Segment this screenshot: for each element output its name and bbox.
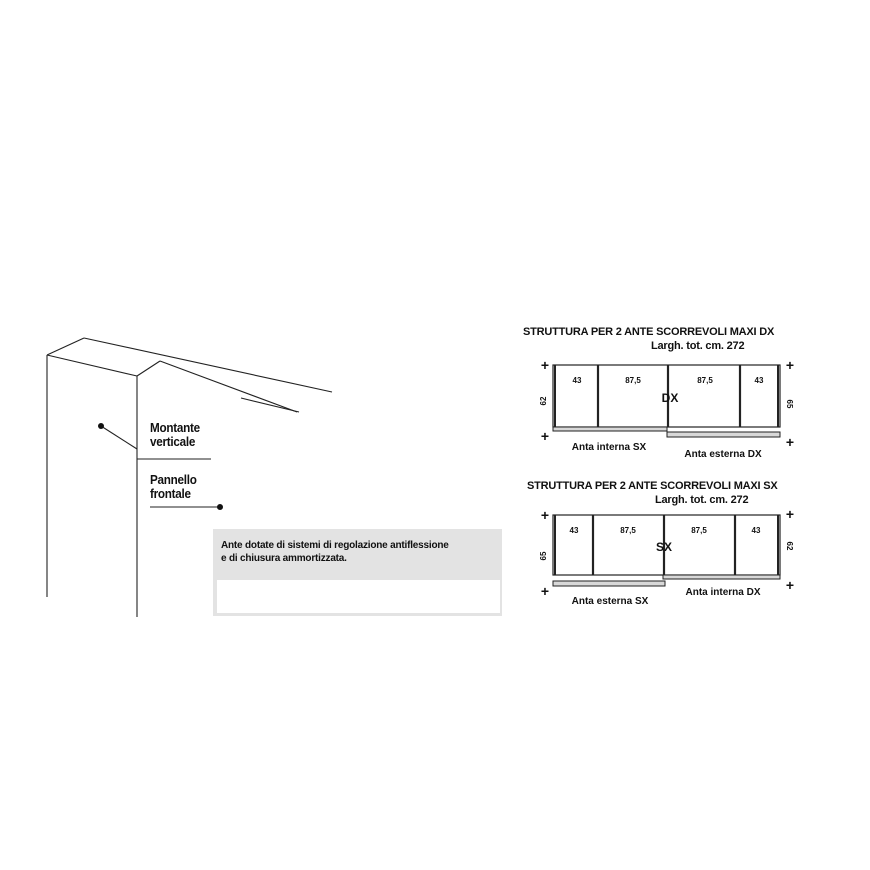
plan-sx-lower-label: Anta esterna SX (571, 596, 649, 607)
plan-sx-plus-br: + (785, 577, 795, 593)
plan-sx-module-2: 87,5 (620, 526, 636, 535)
plan-dx-lower-label: Anta interna SX (571, 442, 647, 453)
plan-sx-module-3: 87,5 (691, 526, 707, 535)
plan-dx-module-3: 87,5 (697, 376, 713, 385)
plan-dx-depth-right: 65 (785, 399, 794, 409)
montante-line-2: verticale (150, 434, 196, 449)
plan-sx-plus-tl: + (540, 507, 550, 523)
plan-dx-center-label: DX (661, 391, 679, 405)
plan-dx-title: STRUTTURA PER 2 ANTE SCORREVOLI MAXI DX (523, 326, 775, 338)
plan-sx-plus-bl: + (540, 583, 550, 599)
plan-sx-width: Largh. tot. cm. 272 (655, 494, 749, 506)
plan-dx-plus-bl: + (540, 428, 550, 444)
plan-sx-module-1: 43 (569, 526, 579, 535)
plan-sx-upper-label: Anta interna DX (685, 587, 761, 598)
pannello-line-1: Pannello (150, 472, 197, 487)
plan-sx-module-4: 43 (751, 526, 761, 535)
note-line-2: e di chiusura ammortizzata. (221, 553, 347, 564)
montante-line-1: Montante (150, 420, 200, 435)
plan-dx-module-1: 43 (572, 376, 582, 385)
plan-dx-plus-tl: + (540, 357, 550, 373)
plan-dx-plus-tr: + (785, 357, 795, 373)
plan-dx-plus-br: + (785, 434, 795, 450)
note-line-1: Ante dotate di sistemi di regolazione antiflessione (221, 540, 449, 551)
plan-sx-center-label: SX (655, 540, 673, 554)
plan-sx-plus-tr: + (785, 506, 795, 522)
plan-sx-door-lower (553, 581, 665, 586)
plan-dx-module-2: 87,5 (625, 376, 641, 385)
plan-dx-depth-left: 62 (539, 396, 548, 406)
plan-dx-module-4: 43 (754, 376, 764, 385)
plan-dx-width: Largh. tot. cm. 272 (651, 340, 745, 352)
plan-dx-upper-label: Anta esterna DX (684, 449, 762, 460)
plan-sx-title: STRUTTURA PER 2 ANTE SCORREVOLI MAXI SX (527, 480, 778, 492)
plan-sx-door-upper (663, 575, 780, 579)
pannello-line-2: frontale (150, 486, 191, 501)
plan-sx-depth-left: 65 (539, 551, 548, 561)
plan-sx-depth-right: 62 (785, 541, 794, 551)
